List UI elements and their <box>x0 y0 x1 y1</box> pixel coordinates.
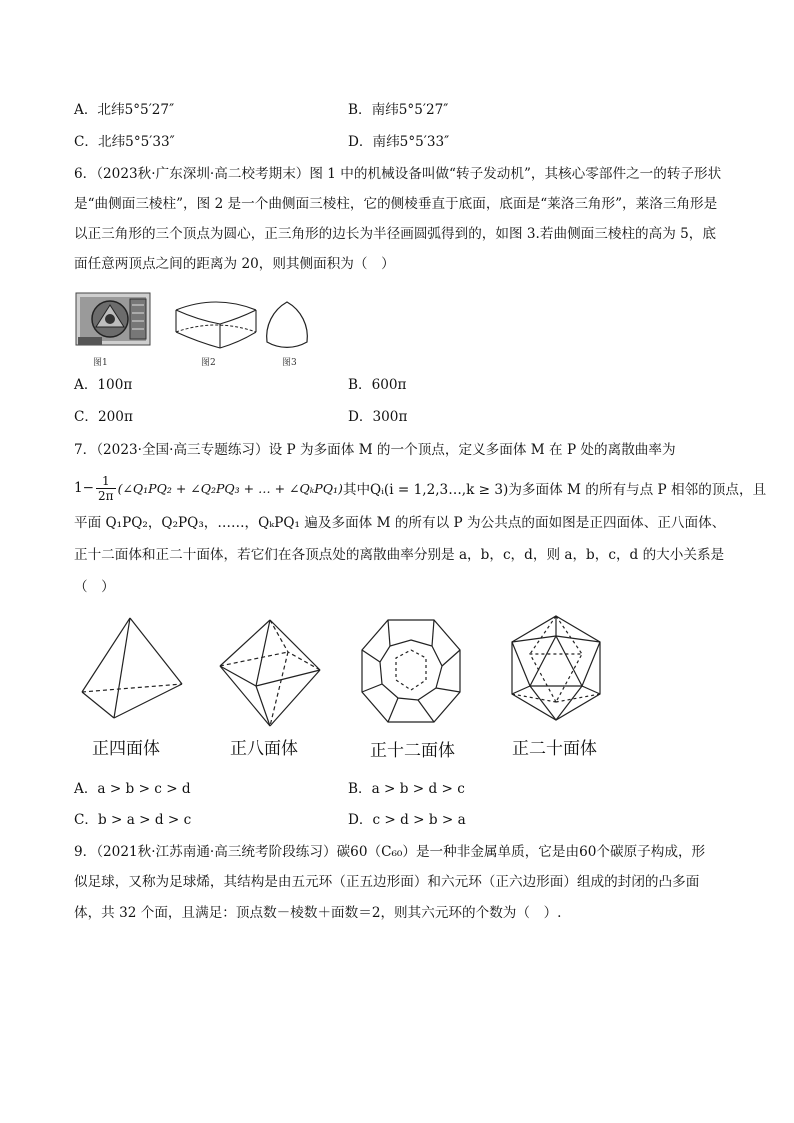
dodecahedron-label: 正十二面体 <box>370 741 455 761</box>
formula-prefix: 1− <box>74 480 95 496</box>
q7-formula-line <box>74 467 766 509</box>
q6-stem-line-3: 以正三角形的三个顶点为圆心，正三角形的边长为半径画圆弧得到的，如图 3.若曲侧面三棱柱的高为 5，底 <box>74 226 716 242</box>
q6-option-b: B．600π <box>348 377 407 393</box>
reuleaux-triangle-figure <box>262 298 312 354</box>
q6-stem-line-1: 6．（2023秋·广东深圳·高二校考期末）图 1 中的机械设备叫做“转子发动机”，其核心零部件之一的转子形状 <box>74 166 722 182</box>
q7-stem-line-1: 7．（2023·全国·高三专题练习）设 P 为多面体 M 的一个顶点，定义多面体 M 在 P 处的离散曲率为 <box>74 442 676 458</box>
q7-option-b: B．a > b > d > c <box>348 781 465 797</box>
formula-fraction <box>96 474 116 503</box>
curved-prism-figure <box>170 296 262 356</box>
tetrahedron-figure <box>78 614 186 726</box>
octahedron-label: 正八面体 <box>230 739 298 759</box>
icosahedron-label: 正二十面体 <box>512 739 597 759</box>
q7-option-d: D．c > d > b > a <box>348 812 466 828</box>
icosahedron-figure <box>502 612 610 724</box>
q6-option-c: C．200π <box>74 409 133 425</box>
figure-1-label: 图1 <box>93 358 108 368</box>
q7-stem-line-5: （ ） <box>74 579 115 595</box>
q5-option-c: C．北纬5°5′33″ <box>74 134 175 150</box>
q6-option-a: A．100π <box>74 377 133 393</box>
q9-stem-line-2: 似足球，又称为足球烯，其结构是由五元环（正五边形面）和六元环（正六边形面）组成的封闭的凸多面 <box>74 874 700 890</box>
formula-angle-sum: (∠Q₁PQ₂ + ∠Q₂PQ₃ + … + ∠QₖPQ₁) <box>117 480 343 496</box>
q5-option-a: A．北纬5°5′27″ <box>74 102 175 118</box>
q7-stem-line-3: 平面 Q₁PQ₂，Q₂PQ₃，……，QₖPQ₁ 遍及多面体 M 的所有以 P 为公共点的面如图是正四面体、正八面体、 <box>74 515 726 531</box>
q6-stem-line-2: 是“曲侧面三棱柱”，图 2 是一个曲侧面三棱柱，它的侧棱垂直于底面，底面是“莱洛三角形”，莱洛三角形是 <box>74 196 718 212</box>
figure-3-label: 图3 <box>282 358 297 368</box>
q6-option-d: D．300π <box>348 409 408 425</box>
dodecahedron-figure <box>356 614 466 728</box>
q9-stem-line-3: 体，共 32 个面，且满足：顶点数－棱数＋面数＝2，则其六元环的个数为（ ）. <box>74 905 562 921</box>
q6-stem-line-4: 面任意两顶点之间的距离为 20，则其侧面积为（ ） <box>74 256 395 272</box>
fraction-denominator: 2π <box>98 488 114 503</box>
q7-stem-line-2: 其中Qᵢ(i = 1,2,3…,k ≥ 3)为多面体 M 的所有与点 P 相邻的顶点，且 <box>342 482 767 498</box>
figure-2-label: 图2 <box>201 358 216 368</box>
q5-option-d: D．南纬5°5′33″ <box>348 134 450 150</box>
octahedron-figure <box>216 618 324 730</box>
fraction-numerator: 1 <box>101 473 110 488</box>
q9-stem-line-1: 9．（2021秋·江苏南通·高三统考阶段练习）碳60（C₆₀）是一种非金属单质，它是由60个碳原子构成，形 <box>74 844 706 860</box>
q7-option-c: C．b > a > d > c <box>74 812 192 828</box>
q7-stem-line-4: 正十二面体和正二十面体，若它们在各顶点处的离散曲率分别是 a，b，c，d，则 a，b，c，d 的大小关系是 <box>74 547 725 563</box>
q5-option-b: B．南纬5°5′27″ <box>348 102 449 118</box>
tetrahedron-label: 正四面体 <box>92 739 160 759</box>
rotary-engine-image <box>72 287 158 353</box>
q7-option-a: A．a > b > c > d <box>74 781 191 797</box>
